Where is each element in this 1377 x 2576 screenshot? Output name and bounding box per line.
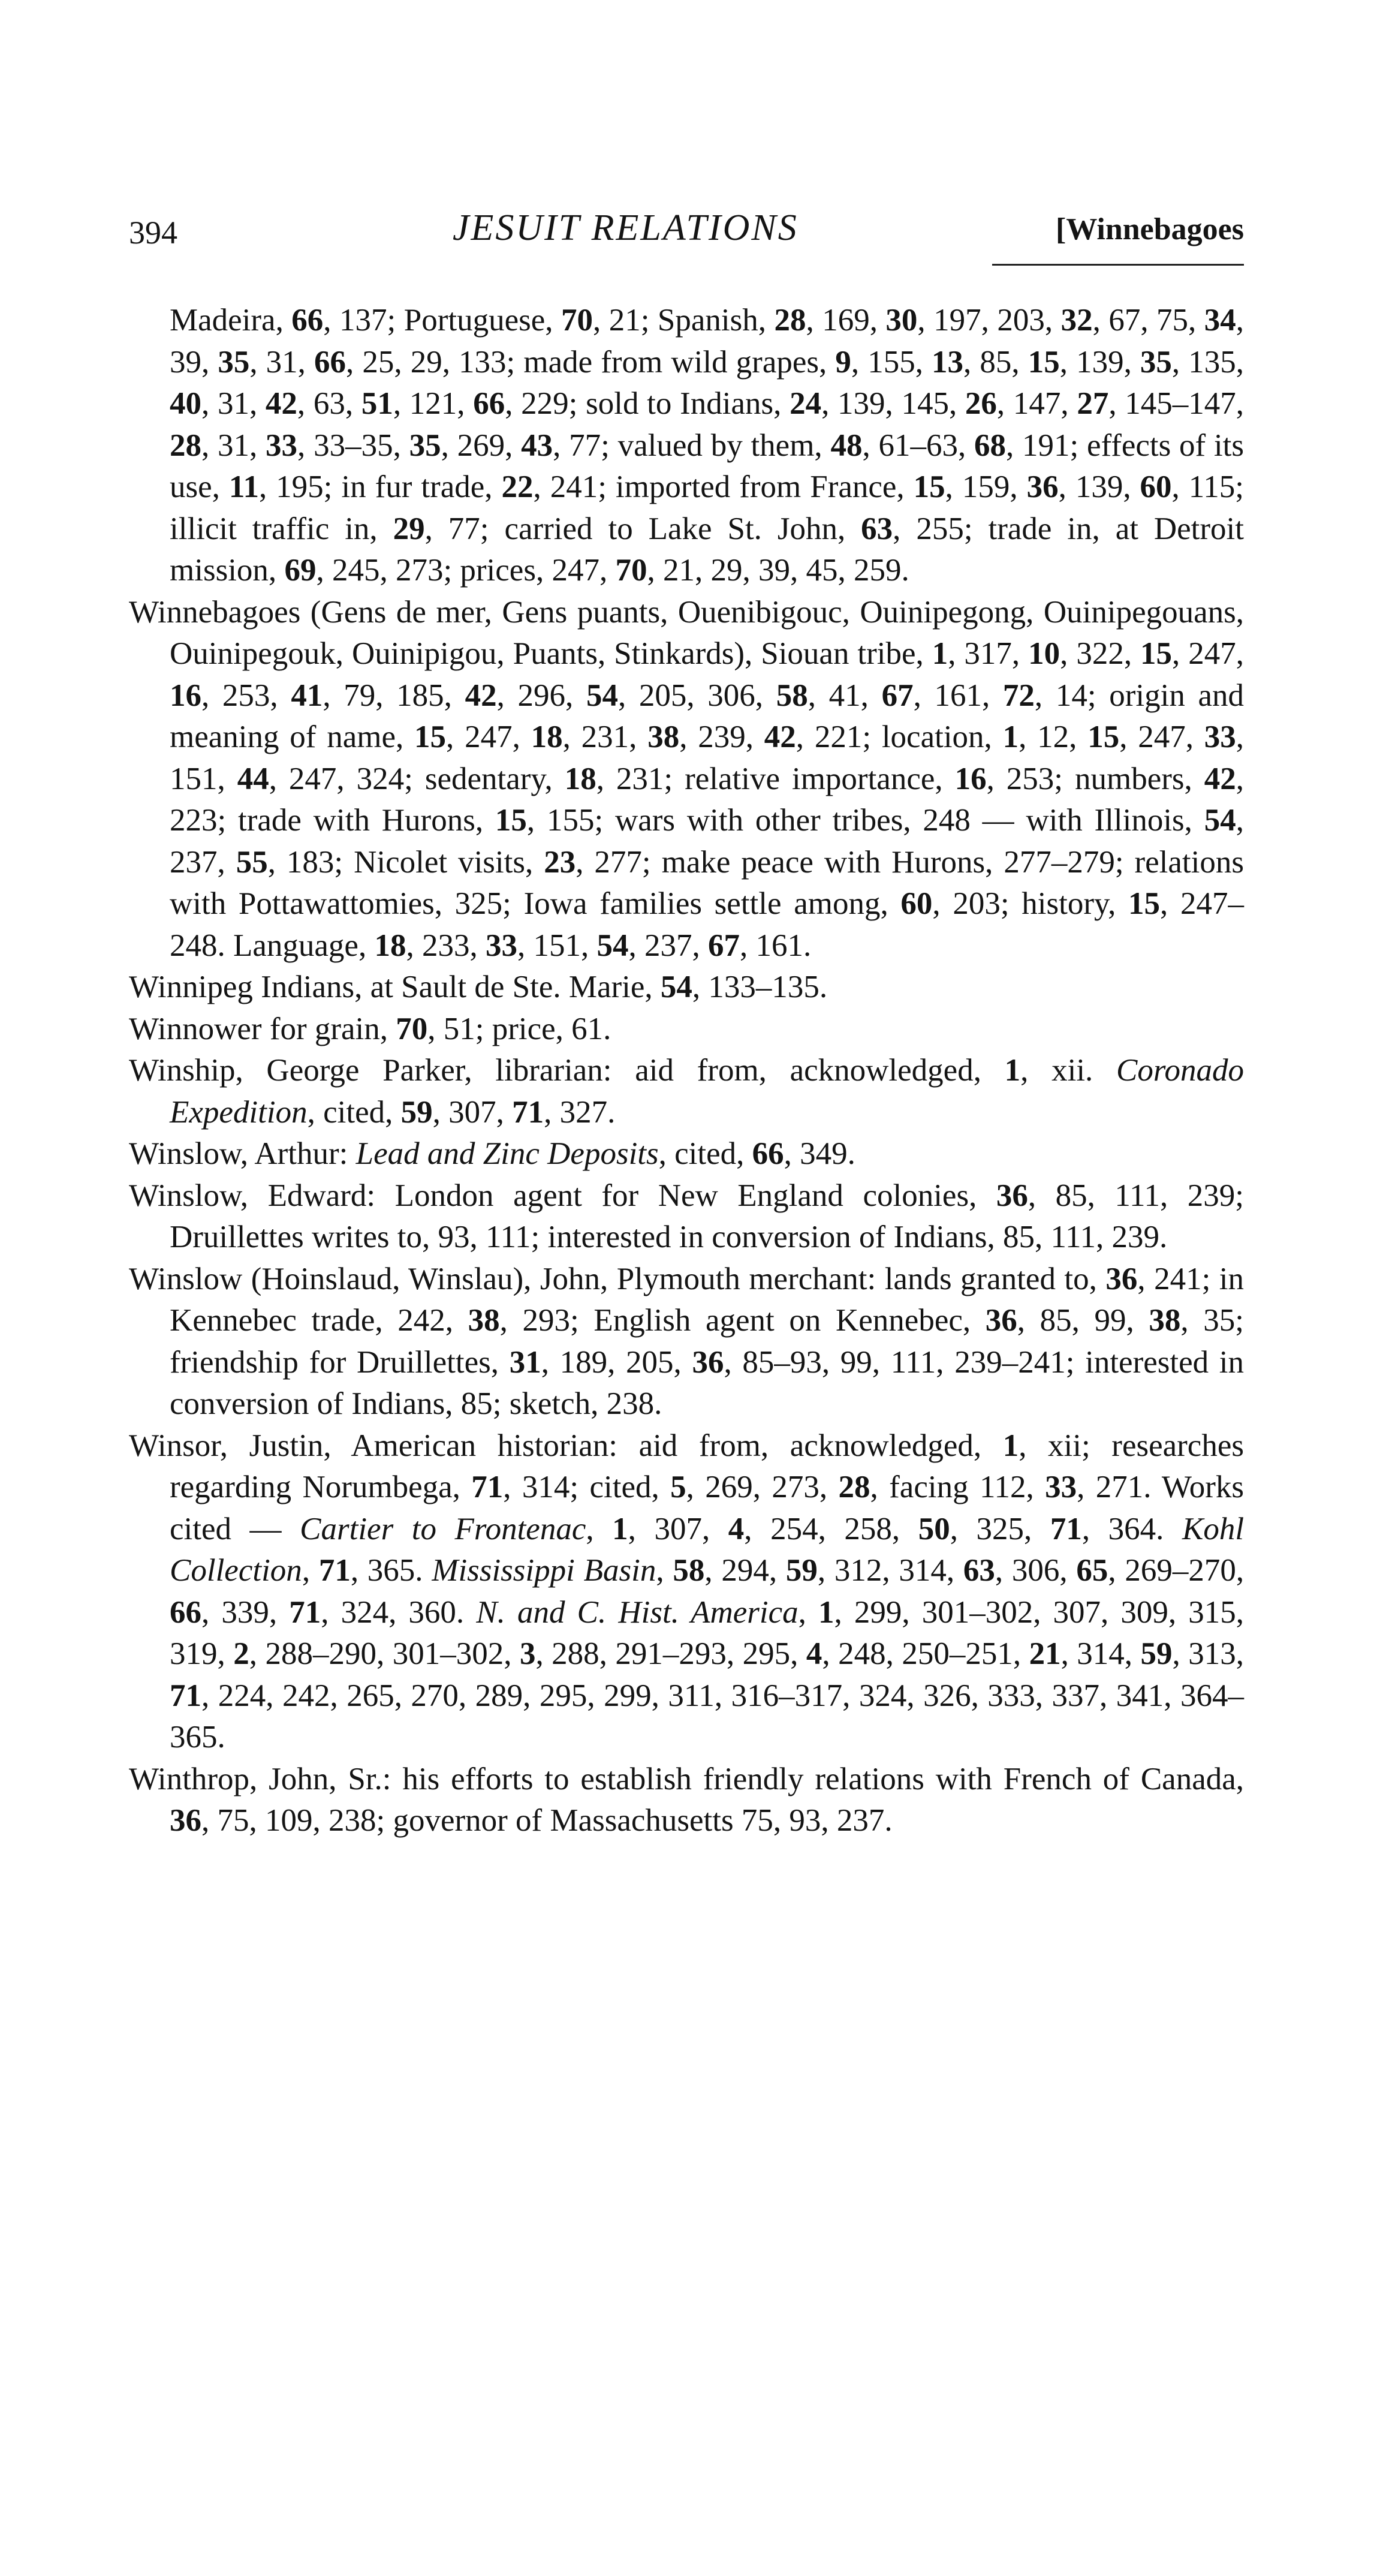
entry-text: , 223; trade with Hurons, bbox=[170, 761, 1244, 838]
entry-text: , 317, bbox=[948, 636, 1029, 671]
entry-text: , 325, bbox=[950, 1511, 1050, 1546]
entry-text: , 241; imported from France, bbox=[533, 470, 914, 504]
volume-number: 36 bbox=[692, 1344, 724, 1380]
entry-text: , 61–63, bbox=[862, 428, 974, 463]
entry-text: , 135, bbox=[1171, 344, 1245, 380]
volume-number: 69 bbox=[284, 553, 317, 588]
index-entry-continuation bbox=[129, 300, 1244, 592]
volume-number: 24 bbox=[790, 386, 822, 421]
entry-text: , 269, bbox=[441, 428, 522, 463]
entry-text: , 269, 273, bbox=[686, 1470, 839, 1504]
volume-number: 15 bbox=[1087, 720, 1120, 754]
entry-text: , 151, bbox=[517, 928, 597, 963]
entry-text: , 195; in fur trade, bbox=[258, 470, 502, 504]
volume-number: 10 bbox=[1028, 636, 1060, 671]
entry-text: , 35; friendship for Druillettes, bbox=[170, 1303, 1244, 1380]
entry-text: , 247, 324; sedentary, bbox=[269, 761, 565, 796]
entry-text: , 21, 29, 39, 45, 259. bbox=[647, 553, 909, 588]
volume-number: 34 bbox=[1204, 303, 1236, 338]
volume-number: 59 bbox=[400, 1094, 433, 1130]
entry-text: , 307, bbox=[432, 1094, 513, 1130]
volume-number: 26 bbox=[965, 386, 997, 421]
volume-number: 15 bbox=[414, 720, 447, 754]
volume-number: 21 bbox=[1029, 1636, 1061, 1671]
entry-text: , 312, 314, bbox=[817, 1553, 963, 1588]
volume-number: 59 bbox=[1140, 1636, 1173, 1671]
entry-text: , 231, bbox=[562, 720, 648, 754]
volume-number: 59 bbox=[785, 1553, 818, 1588]
volume-number: 54 bbox=[1204, 803, 1236, 838]
volume-number: 28 bbox=[774, 303, 806, 338]
index-entry bbox=[129, 592, 1244, 967]
entry-text: , bbox=[656, 1553, 673, 1588]
volume-number: 31 bbox=[509, 1344, 541, 1380]
entry-text: , 191; effects of its use, bbox=[170, 428, 1245, 504]
entry-text: , 221; location, bbox=[796, 720, 1003, 754]
volume-number: 1 bbox=[1002, 1428, 1019, 1463]
volume-number: 2 bbox=[233, 1636, 249, 1671]
entry-text: , 85–93, 99, 111, 239–241; interested in conversion of Indians, 85; sketch, 238. bbox=[170, 1344, 1245, 1421]
volume-number: 72 bbox=[1002, 678, 1035, 713]
volume-number: 36 bbox=[996, 1178, 1028, 1213]
entry-text: , 307, bbox=[628, 1511, 728, 1546]
entry-text: , 254, 258, bbox=[744, 1511, 918, 1546]
entry-text: , 239, bbox=[679, 720, 764, 754]
volume-number: 28 bbox=[838, 1470, 870, 1504]
entry-text: , 161, bbox=[913, 678, 1003, 713]
running-title: JESUIT RELATIONS bbox=[453, 207, 799, 248]
volume-number: 36 bbox=[985, 1303, 1017, 1338]
entry-text: , 245, 273; prices, 247, bbox=[316, 553, 616, 588]
volume-number: 4 bbox=[806, 1636, 822, 1671]
volume-number: 22 bbox=[501, 470, 534, 504]
volume-number: 71 bbox=[1050, 1511, 1082, 1546]
volume-number: 27 bbox=[1077, 386, 1109, 421]
entry-text: , 139, bbox=[1059, 344, 1140, 380]
entry-text: , 63, bbox=[297, 386, 361, 421]
volume-number: 41 bbox=[291, 678, 323, 713]
entry-text: , 327. bbox=[544, 1094, 616, 1130]
volume-number: 28 bbox=[170, 428, 201, 463]
volume-number: 54 bbox=[596, 928, 629, 963]
volume-number: 33 bbox=[1204, 720, 1236, 754]
entry-text: , 255; trade in, at Detroit mission, bbox=[170, 511, 1245, 588]
entry-text: , 253; numbers, bbox=[986, 761, 1204, 796]
volume-number: 18 bbox=[374, 928, 406, 963]
volume-number: 36 bbox=[170, 1803, 201, 1838]
volume-number: 33 bbox=[266, 428, 298, 463]
entry-text: , 299, 301–302, 307, 309, 315, 319, bbox=[170, 1594, 1245, 1671]
entry-text: , 31, bbox=[201, 428, 266, 463]
volume-number: 1 bbox=[818, 1594, 834, 1630]
entry-text: Winslow, Edward: London agent for New England colonies, bbox=[129, 1178, 996, 1213]
entry-text: , 306, bbox=[995, 1553, 1077, 1588]
entry-text: , 115; illicit traffic in, bbox=[170, 470, 1245, 546]
volume-number: 35 bbox=[409, 428, 441, 463]
entry-text: , bbox=[586, 1511, 613, 1546]
volume-number: 71 bbox=[512, 1094, 544, 1130]
entry-text: , 67, 75, bbox=[1092, 303, 1204, 338]
entry-text: , 203; history, bbox=[932, 886, 1129, 921]
running-head bbox=[129, 207, 1244, 255]
volume-number: 15 bbox=[495, 803, 527, 838]
volume-number: 38 bbox=[1149, 1303, 1181, 1338]
volume-number: 55 bbox=[236, 844, 268, 880]
volume-number: 15 bbox=[1128, 886, 1161, 921]
entry-text: , 133–135. bbox=[692, 970, 828, 1004]
volume-number: 71 bbox=[289, 1594, 321, 1630]
entry-text: , 85, 111, 239; Druillettes writes to, 93, 111; interested in conversion of Indians, 85, 111, 239. bbox=[170, 1178, 1244, 1254]
entry-text: , 247, bbox=[1119, 720, 1204, 754]
entry-text: , 21; Spanish, bbox=[592, 303, 775, 338]
entry-text: , 365. bbox=[350, 1553, 432, 1588]
entry-text: Winnebagoes (Gens de mer, Gens puants, Ouenibigouc, Ouinipegong, Ouinipegouans, Ouinipegouk, Ouinipigou, Puants, Stinkards), Siouan tribe, bbox=[129, 594, 1244, 671]
work-title: N. and C. Hist. America bbox=[476, 1594, 799, 1630]
entry-text: , 247, bbox=[1172, 636, 1244, 671]
entry-text: Winship, George Parker, librarian: aid from, acknowledged, bbox=[129, 1053, 1005, 1088]
entry-text: , 293; English agent on Kennebec, bbox=[499, 1303, 986, 1338]
volume-number: 38 bbox=[468, 1303, 500, 1338]
volume-number: 36 bbox=[1026, 470, 1059, 504]
volume-number: 66 bbox=[473, 386, 505, 421]
volume-number: 58 bbox=[776, 678, 808, 713]
volume-number: 16 bbox=[170, 678, 201, 713]
entry-text: , 77; valued by them, bbox=[553, 428, 831, 463]
entry-text: , 349. bbox=[784, 1136, 855, 1171]
entry-text: , 364. bbox=[1081, 1511, 1182, 1546]
index-entry bbox=[129, 1175, 1244, 1259]
entry-text: , facing 112, bbox=[870, 1470, 1045, 1504]
volume-number: 67 bbox=[707, 928, 740, 963]
entry-text: Winthrop, John, Sr.: his efforts to establish friendly relations with French of Canada, bbox=[129, 1761, 1244, 1796]
volume-number: 70 bbox=[561, 303, 593, 338]
entry-text: , 39, bbox=[170, 303, 1245, 380]
entry-text: , 197, 203, bbox=[917, 303, 1061, 338]
entry-text: , bbox=[798, 1594, 818, 1630]
volume-number: 9 bbox=[835, 344, 851, 380]
entry-text: , 159, bbox=[945, 470, 1027, 504]
volume-number: 11 bbox=[228, 470, 259, 504]
volume-number: 48 bbox=[830, 428, 863, 463]
entry-text: , 277; make peace with Hurons, 277–279; relations with Pottawattomies, 325; Iowa families settle among, bbox=[170, 844, 1245, 921]
volume-number: 42 bbox=[265, 386, 297, 421]
entry-text: , bbox=[302, 1553, 319, 1588]
entry-text: Winsor, Justin, American historian: aid from, acknowledged, bbox=[129, 1428, 1003, 1463]
work-title: Coronado Expedition bbox=[170, 1053, 1245, 1130]
entry-text: , 169, bbox=[806, 303, 886, 338]
entry-text: , 313, bbox=[1172, 1636, 1245, 1671]
entry-text: , 294, bbox=[704, 1553, 786, 1588]
entry-text: , 269–270, bbox=[1108, 1553, 1245, 1588]
volume-number: 63 bbox=[963, 1553, 995, 1588]
volume-number: 60 bbox=[1140, 470, 1172, 504]
entry-text: , 51; price, 61. bbox=[427, 1011, 611, 1046]
index-entry bbox=[129, 1425, 1244, 1759]
entry-text: , 224, 242, 265, 270, 289, 295, 299, 311, 316–317, 324, 326, 333, 337, 341, 364–365. bbox=[170, 1678, 1244, 1755]
entry-text: , cited, bbox=[307, 1094, 401, 1130]
volume-number: 35 bbox=[1140, 344, 1172, 380]
entry-text: , 161. bbox=[739, 928, 812, 963]
volume-number: 70 bbox=[615, 553, 647, 588]
entry-text: , 231; relative importance, bbox=[596, 761, 955, 796]
entry-text: , 237, bbox=[170, 803, 1244, 880]
entry-text: , xii; researches regarding Norumbega, bbox=[170, 1428, 1244, 1504]
volume-number: 16 bbox=[954, 761, 987, 796]
entry-text: , 288–290, 301–302, bbox=[249, 1636, 520, 1671]
entry-text: , 14; origin and meaning of name, bbox=[170, 678, 1245, 754]
entry-text: , 237, bbox=[628, 928, 708, 963]
volume-number: 43 bbox=[521, 428, 553, 463]
entry-text: , 322, bbox=[1060, 636, 1141, 671]
entry-text: , 205, 306, bbox=[617, 678, 776, 713]
entry-text: , 151, bbox=[170, 720, 1245, 796]
entry-text: , cited, bbox=[658, 1136, 752, 1171]
entry-text: , 145–147, bbox=[1108, 386, 1245, 421]
index-entry bbox=[129, 1009, 1244, 1051]
volume-number: 30 bbox=[885, 303, 918, 338]
volume-number: 66 bbox=[314, 344, 346, 380]
volume-number: 63 bbox=[861, 511, 893, 546]
entry-text: , 247–248. Language, bbox=[170, 886, 1244, 963]
volume-number: 70 bbox=[396, 1011, 428, 1046]
entry-text: , 33–35, bbox=[297, 428, 409, 463]
work-title: Lead and Zinc Deposits bbox=[355, 1136, 659, 1171]
entry-text: , 189, 205, bbox=[541, 1344, 692, 1380]
volume-number: 54 bbox=[660, 970, 692, 1004]
entry-text: , 233, bbox=[406, 928, 486, 963]
volume-number: 1 bbox=[1002, 720, 1019, 754]
volume-number: 42 bbox=[764, 720, 796, 754]
volume-number: 35 bbox=[218, 344, 250, 380]
volume-number: 13 bbox=[932, 344, 964, 380]
index-body bbox=[129, 300, 1244, 1842]
volume-number: 58 bbox=[673, 1553, 705, 1588]
entry-text: , 41, bbox=[807, 678, 882, 713]
entry-text: , 314, bbox=[1060, 1636, 1141, 1671]
entry-text: , 247, bbox=[446, 720, 531, 754]
volume-number: 66 bbox=[170, 1594, 201, 1630]
volume-number: 71 bbox=[318, 1553, 351, 1588]
entry-text: Madeira, bbox=[170, 303, 292, 338]
index-entry bbox=[129, 1133, 1244, 1175]
entry-text: , 31, bbox=[249, 344, 315, 380]
entry-text: , 314; cited, bbox=[503, 1470, 671, 1504]
volume-number: 4 bbox=[728, 1511, 745, 1546]
work-title: Mississippi Basin bbox=[432, 1553, 656, 1588]
volume-number: 65 bbox=[1076, 1553, 1108, 1588]
entry-text: , 139, bbox=[1058, 470, 1140, 504]
entry-text: , 85, bbox=[963, 344, 1028, 380]
entry-text: , 31, bbox=[201, 386, 266, 421]
entry-text: Winslow (Hoinslaud, Winslau), John, Plymouth merchant: lands granted to, bbox=[129, 1261, 1106, 1296]
volume-number: 18 bbox=[531, 720, 563, 754]
volume-number: 29 bbox=[393, 511, 425, 546]
volume-number: 5 bbox=[670, 1470, 686, 1504]
entry-text: , 121, bbox=[393, 386, 474, 421]
volume-number: 42 bbox=[1204, 761, 1236, 796]
entry-text: , 137; Portuguese, bbox=[323, 303, 561, 338]
entry-text: , 75, 109, 238; governor of Massachusetts 75, 93, 237. bbox=[201, 1803, 893, 1838]
entry-text: , 77; carried to Lake St. John, bbox=[424, 511, 861, 546]
entry-text: Winnower for grain, bbox=[129, 1011, 396, 1046]
volume-number: 50 bbox=[918, 1511, 950, 1546]
entry-text: , 248, 250–251, bbox=[822, 1636, 1029, 1671]
volume-number: 1 bbox=[1004, 1053, 1021, 1088]
volume-number: 44 bbox=[237, 761, 269, 796]
volume-number: 18 bbox=[564, 761, 596, 796]
entry-text: , 339, bbox=[201, 1594, 290, 1630]
entry-text: , 253, bbox=[201, 678, 291, 713]
entry-text: , 85, 99, bbox=[1017, 1303, 1149, 1338]
entry-text: , 241; in Kennebec trade, 242, bbox=[170, 1261, 1244, 1338]
entry-text: , 12, bbox=[1019, 720, 1088, 754]
entry-text: , 271. Works cited — bbox=[170, 1470, 1244, 1546]
work-title: Kohl Collection bbox=[170, 1511, 1245, 1588]
volume-number: 33 bbox=[485, 928, 517, 963]
volume-number: 66 bbox=[291, 303, 324, 338]
entry-text: , 155, bbox=[851, 344, 932, 380]
volume-number: 40 bbox=[170, 386, 201, 421]
entry-text: , 139, 145, bbox=[821, 386, 965, 421]
section-key: [Winnebagoes bbox=[1056, 212, 1244, 246]
volume-number: 54 bbox=[586, 678, 618, 713]
volume-number: 36 bbox=[1105, 1261, 1138, 1296]
entry-text: , 147, bbox=[996, 386, 1077, 421]
page-number: 394 bbox=[129, 215, 177, 251]
header-rule bbox=[992, 264, 1244, 266]
volume-number: 23 bbox=[544, 844, 576, 880]
entry-text: , xii. bbox=[1020, 1053, 1116, 1088]
entry-text: Winslow, Arthur: bbox=[129, 1136, 356, 1171]
entry-text: , 324, 360. bbox=[321, 1594, 477, 1630]
volume-number: 66 bbox=[752, 1136, 784, 1171]
volume-number: 3 bbox=[519, 1636, 536, 1671]
work-title: Cartier to Frontenac bbox=[300, 1511, 586, 1546]
volume-number: 15 bbox=[913, 470, 945, 504]
entry-text: , 296, bbox=[496, 678, 586, 713]
entry-text: , 155; wars with other tribes, 248 — with Illinois, bbox=[526, 803, 1204, 838]
entry-text: , 25, 29, 133; made from wild grapes, bbox=[346, 344, 836, 380]
volume-number: 1 bbox=[932, 636, 948, 671]
volume-number: 15 bbox=[1028, 344, 1060, 380]
entry-text: , 79, 185, bbox=[323, 678, 465, 713]
volume-number: 1 bbox=[612, 1511, 628, 1546]
volume-number: 68 bbox=[974, 428, 1006, 463]
entry-text: , 183; Nicolet visits, bbox=[267, 844, 544, 880]
index-entry bbox=[129, 1050, 1244, 1133]
entry-text: Winnipeg Indians, at Sault de Ste. Marie, bbox=[129, 970, 661, 1004]
index-entry bbox=[129, 967, 1244, 1009]
volume-number: 33 bbox=[1045, 1470, 1077, 1504]
volume-number: 38 bbox=[647, 720, 680, 754]
entry-text: , 288, 291–293, 295, bbox=[535, 1636, 806, 1671]
volume-number: 71 bbox=[170, 1678, 201, 1713]
volume-number: 60 bbox=[900, 886, 933, 921]
volume-number: 32 bbox=[1060, 303, 1093, 338]
volume-number: 15 bbox=[1140, 636, 1173, 671]
volume-number: 51 bbox=[361, 386, 393, 421]
index-entry bbox=[129, 1259, 1244, 1425]
volume-number: 67 bbox=[881, 678, 914, 713]
volume-number: 71 bbox=[471, 1470, 504, 1504]
entry-text: , 229; sold to Indians, bbox=[505, 386, 790, 421]
volume-number: 42 bbox=[465, 678, 497, 713]
index-entry bbox=[129, 1759, 1244, 1842]
